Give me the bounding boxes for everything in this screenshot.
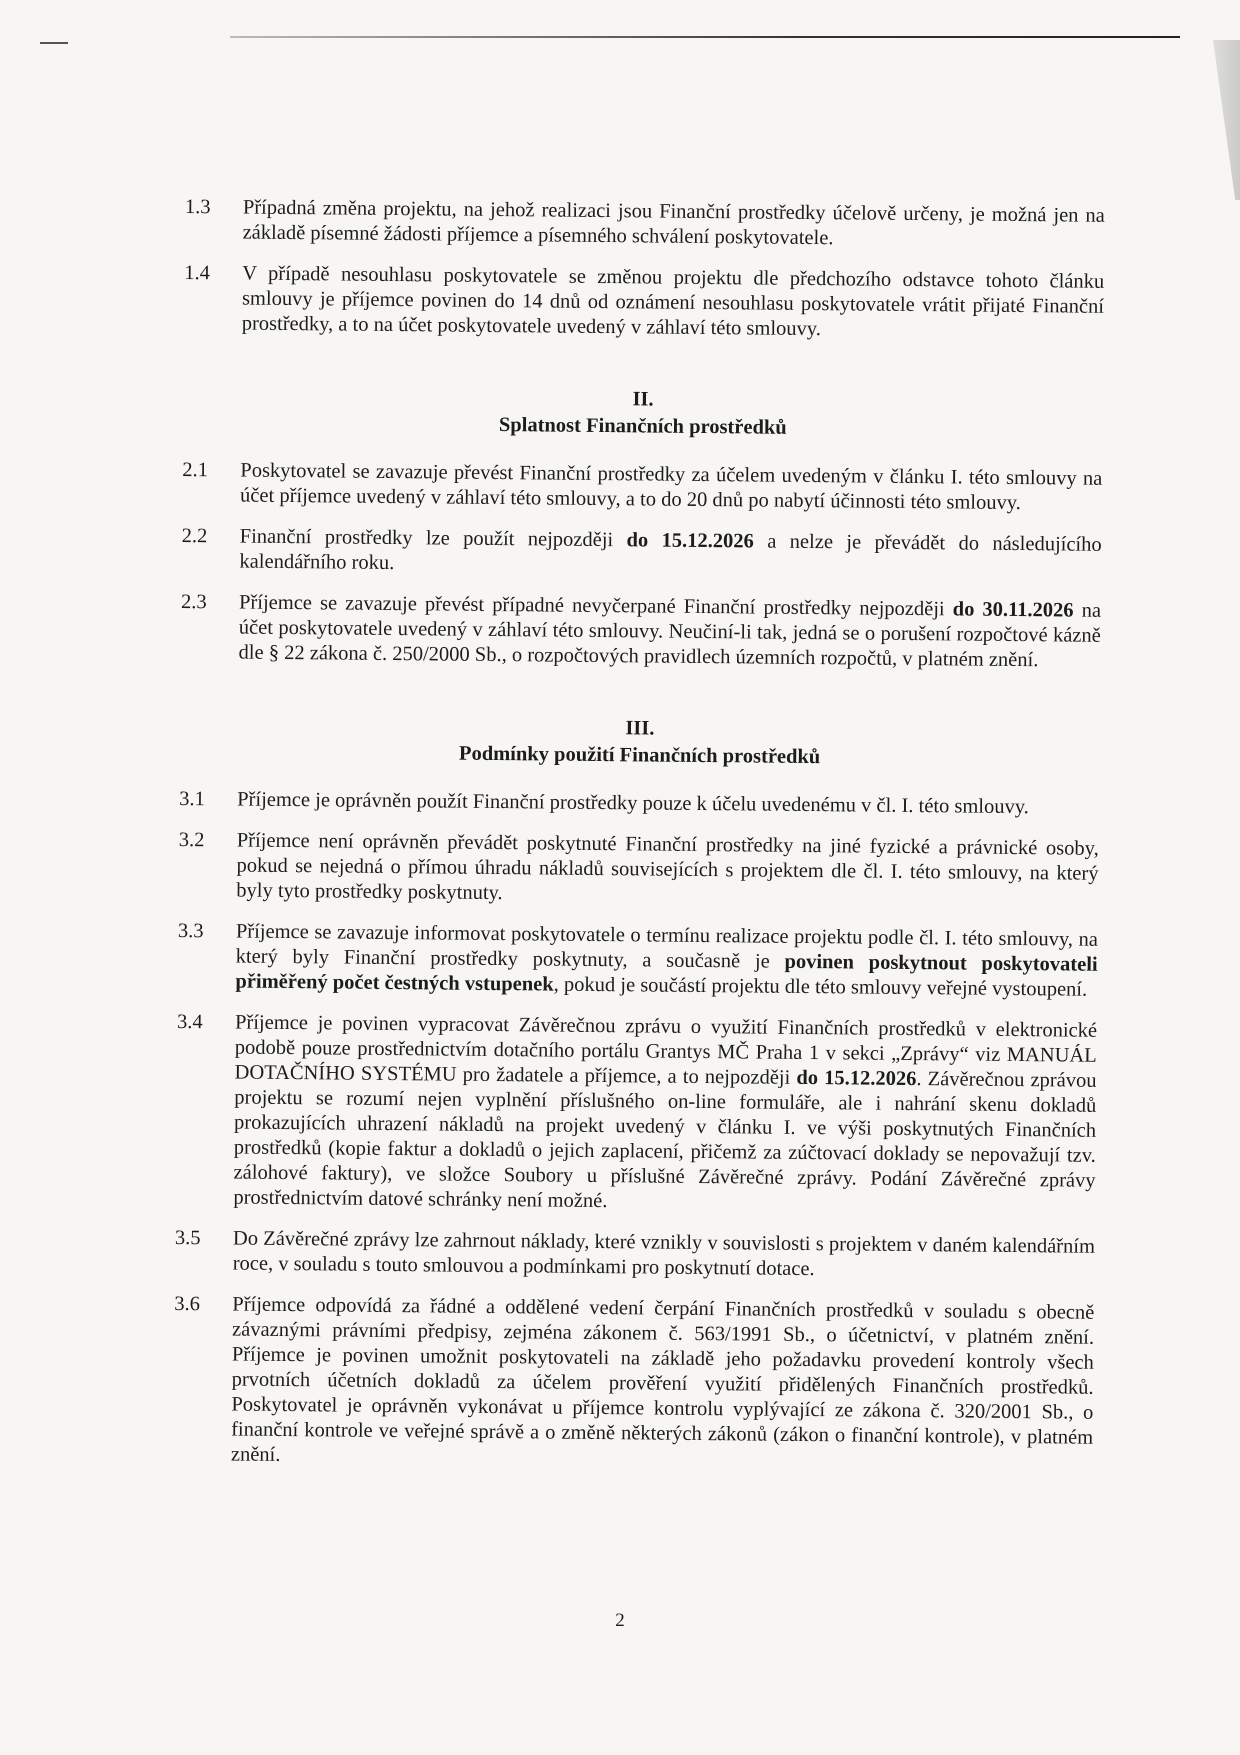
clause-text: V případě nesouhlasu poskytovatele se změnou projektu dle předchozího odstavce tohoto článku smlouvy je příjemce povinen do 14 dnů od oznámení nesouhlasu poskytovatele vrátit přijaté Finanční prostředky, a to na účet poskytovatele uvedený v záhlaví této smlouvy. (241, 262, 1105, 341)
clause-text: Poskytovatel se zavazuje převést Finanční prostředky za účelem uvedeným v článku I. této smlouvy na účet příjemce uvedený v záhlaví této smlouvy, a to do 20 dnů po nabytí účinnosti této smlouvy. (240, 459, 1103, 515)
scan-mark (40, 42, 68, 44)
clause-text-part: a nelze je převádět do následujícího kalendářního roku. (239, 530, 1102, 575)
clause-number: 1.4 (184, 261, 210, 285)
clause-2-1 (182, 458, 1102, 517)
clause-1-3 (185, 195, 1105, 254)
clause-3-3 (177, 919, 1098, 1003)
scan-edge-line (230, 36, 1180, 38)
document-page (173, 195, 1105, 1492)
section-roman-numeral: II. (632, 388, 654, 411)
clause-3-2 (178, 828, 1099, 912)
clause-deadline: do 30.11.2026 (952, 598, 1074, 622)
clause-number: 2.3 (180, 590, 207, 614)
clause-number: 2.1 (182, 458, 209, 482)
clause-number: 3.5 (174, 1226, 201, 1250)
section-3-heading (180, 711, 1100, 774)
clause-number: 1.3 (184, 195, 211, 219)
clause-3-4 (175, 1010, 1097, 1219)
clause-text-part: Příjemce se zavazuje převést případné nevyčerpané Finanční prostředky nejpozději (238, 591, 953, 621)
clause-text-part: Příjemce je povinen vypracovat Závěrečnou zprávu o využití Finančních prostředků v elektronické podobě pouze prostřednictvím dotačního portálu Grantys MČ Praha 1 v sekci „Zprávy“ viz MANUÁL DOTAČNÍHO SYSTÉMU pro žadatele a příjemce, a to nejpozději (234, 1011, 1098, 1089)
clause-text (239, 525, 1101, 583)
clause-1-4 (184, 261, 1105, 345)
clause-number: 3.3 (177, 919, 204, 943)
section-2-heading (183, 382, 1103, 445)
clause-2-3 (180, 590, 1101, 674)
clause-text: Příjemce není oprávněn převádět poskytnuté Finanční prostředky na jiné fyzické a právnické osoby, pokud se nejedná o přímou úhradu nákladů souvisejících s projektem dle čl. I. této smlouvy, na který byly tyto prostředky poskytnuty. (236, 829, 1099, 905)
clause-text-part: , pokud je součástí projektu dle této smlouvy veřejné vystoupení. (553, 973, 1088, 1001)
clause-text (238, 591, 1101, 674)
section-title: Podmínky použití Finančních prostředků (458, 742, 821, 769)
clause-text (235, 920, 1098, 1003)
scan-page-fold (1180, 40, 1240, 200)
clause-number: 2.2 (181, 524, 208, 548)
clause-emphasis: povinen poskytnout poskytovateli přiměřený počet čestných vstupenek (235, 950, 1098, 996)
clause-number: 3.2 (178, 828, 205, 852)
clause-text (233, 1011, 1097, 1219)
page-number: 2 (615, 1610, 625, 1631)
clause-text: Případná změna projektu, na jehož realizaci jsou Finanční prostředky účelově určeny, je možná jen na základě písemné žádosti příjemce a písemného schválení poskytovatele. (242, 196, 1105, 250)
clause-text-part: Příjemce se zavazuje informovat poskytovatele o termínu realizace projektu podle čl. I. této smlouvy, na který byly Finanční prostředky poskytnuty, a současně je (235, 920, 1098, 973)
clause-2-2 (181, 524, 1101, 583)
clause-number: 3.1 (179, 787, 205, 811)
clause-text-part: Finanční prostředky lze použít nejpozději (239, 525, 627, 552)
clause-text: Do Závěrečné zprávy lze zahrnout náklady, které vznikly v souvislosti s projektem v daném kalendářním roce, v souladu s touto smlouvou a podmínkami pro poskytnutí dotace. (232, 1227, 1096, 1281)
clause-text: Příjemce je oprávněn použít Finanční prostředky pouze k účelu uvedenému v čl. I. této smlouvy. (237, 788, 1029, 819)
clause-3-5 (175, 1226, 1095, 1285)
clause-3-1 (179, 787, 1099, 821)
clause-3-6 (173, 1292, 1095, 1476)
clause-number: 3.6 (174, 1292, 201, 1316)
clause-number: 3.4 (176, 1010, 203, 1034)
clause-text-part: . Závěrečnou zprávou projektu se rozumí nejen vyplnění příslušného on-line formuláře, ale i nahrání skenu dokladů prokazujících uhrazení nákladů na projekt uvedený v článku I. ve výši poskytnutých Finančních prostředků (kopie faktur a dokladů o jejich zaplacení, přičemž za zúčtovací doklady se nepovažují tzv. zálohové faktury), ve složce Soubory u příslušné Závěrečné zprávy. Podání Závěrečné zprávy prostřednictvím datové schránky není možné. (233, 1068, 1097, 1213)
clause-deadline: do 15.12.2026 (796, 1066, 917, 1091)
clause-deadline: do 15.12.2026 (626, 529, 754, 553)
clause-text-part: na účet poskytovatele uvedený v záhlaví této smlouvy. Neučiní-li tak, jedná se o porušení rozpočtové kázně dle § 22 zákona č. 250/2000 Sb., o rozpočtových pravidlech územních rozpočtů, v platném znění. (238, 599, 1102, 672)
section-roman-numeral: III. (625, 717, 655, 740)
clause-text: Příjemce odpovídá za řádné a oddělené vedení čerpání Finančních prostředků v souladu s obecně závaznými právními předpisy, zejména zákonem č. 563/1991 Sb., o účetnictví, v platném znění. Příjemce je povinen umožnit poskytovateli na základě jeho požadavku provedení kontroly všech prvotních účetních dokladů za účelem prověření využití přidělených Finančních prostředků. Poskytovatel je oprávněn vykonávat u příjemce kontrolu vyplývající ze zákona č. 320/2001 Sb., o finanční kontrole ve veřejné správě a o změně některých zákonů (zákon o finanční kontrole), v platném znění. (230, 1293, 1095, 1466)
section-title: Splatnost Finančních prostředků (498, 414, 787, 439)
